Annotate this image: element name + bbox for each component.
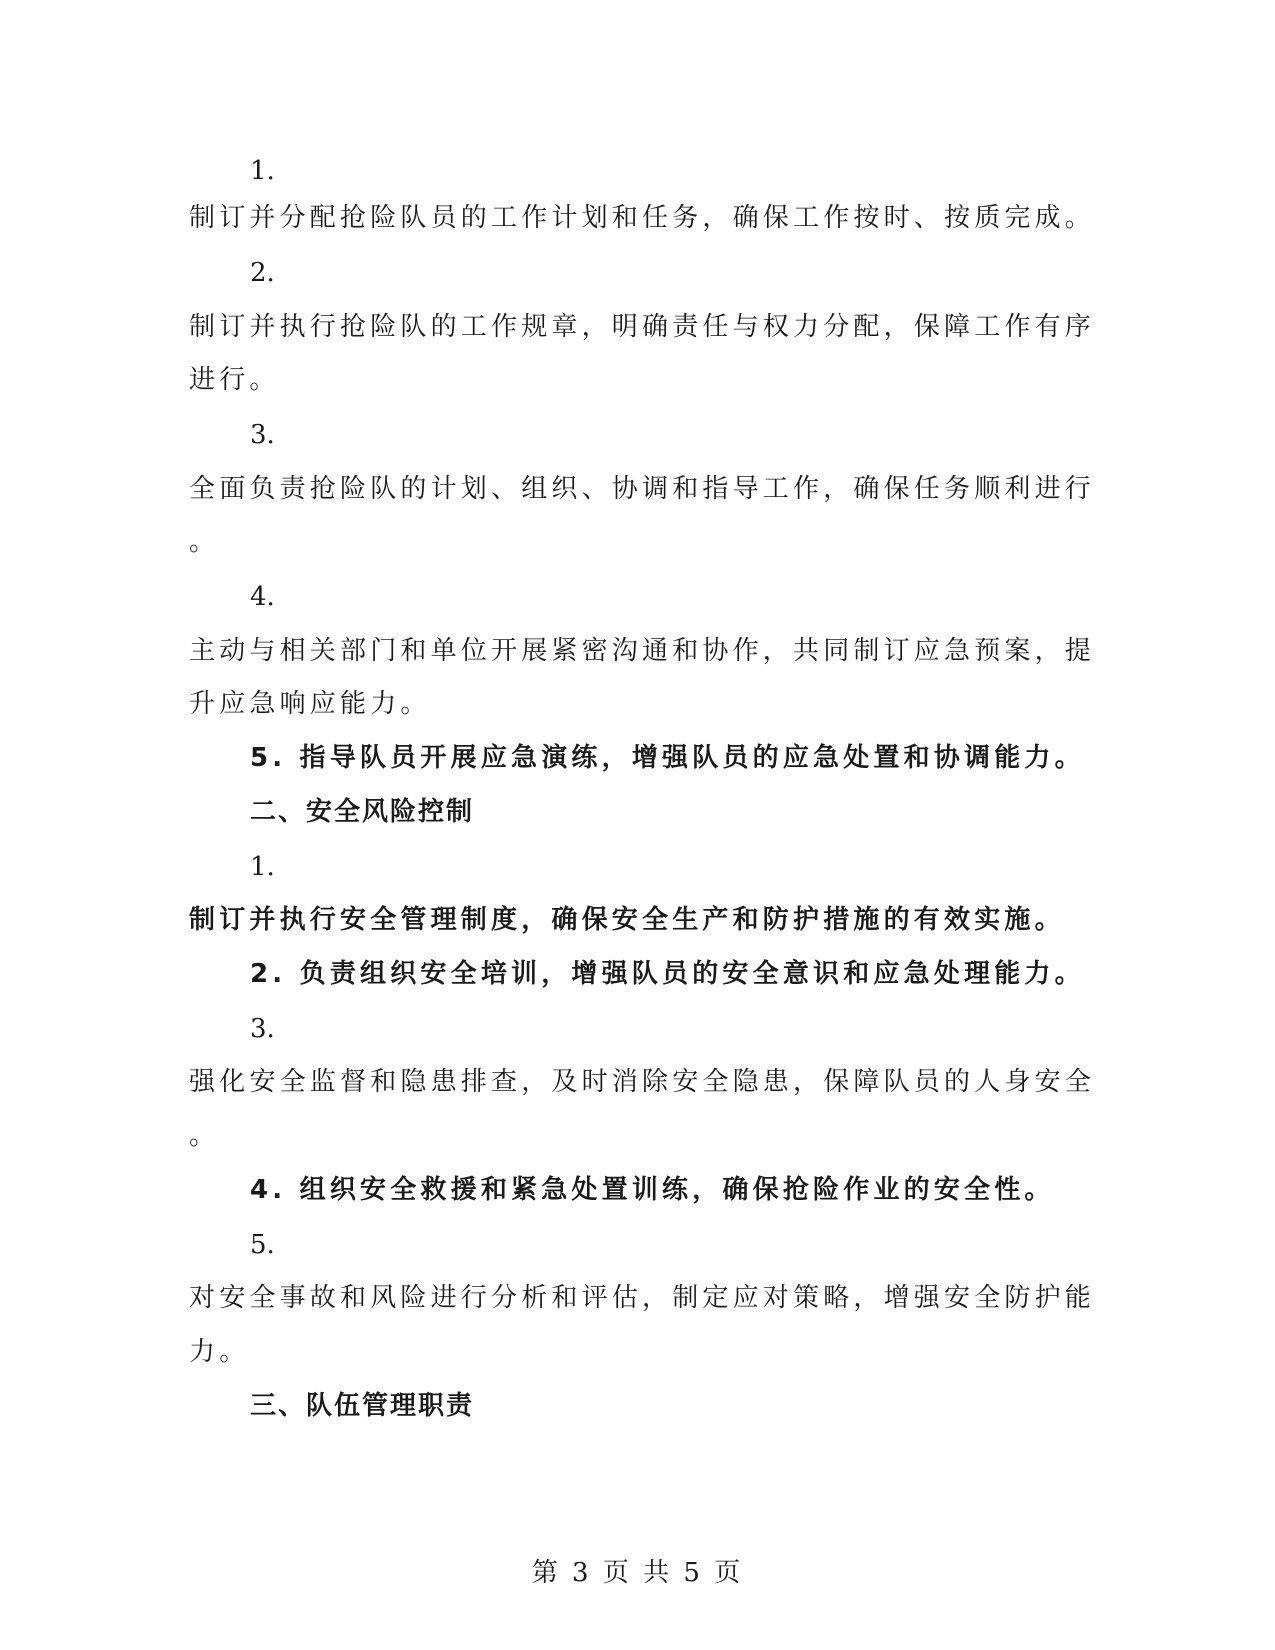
section-heading: 三、队伍管理职责 [250,1391,475,1421]
list-number: 1. [250,852,275,882]
body-text: 强化安全监督和隐患排查，及时消除安全隐患，保障队员的人身安全 [189,1067,1096,1097]
list-number: 2. [250,258,275,288]
list-number: 1. [250,156,275,186]
body-text: 制订并分配抢险队员的工作计划和任务，确保工作按时、按质完成。 [189,203,1096,233]
body-text: 制订并执行抢险队的工作规章，明确责任与权力分配，保障工作有序 [189,312,1096,342]
body-text-bold: 制订并执行安全管理制度，确保安全生产和防护措施的有效实施。 [189,905,1065,935]
body-text: 升应急响应能力。 [189,689,431,719]
list-number: 3. [250,1014,275,1044]
list-item-bold: 5. 指导队员开展应急演练，增强队员的应急处置和协调能力。 [250,743,1085,773]
body-text: 对安全事故和风险进行分析和评估，制定应对策略，增强安全防护能 [189,1283,1096,1313]
page-number: 第 3 页 共 5 页 [531,1558,744,1588]
list-number: 3. [250,420,275,450]
list-number: 5. [250,1230,275,1260]
section-heading: 二、安全风险控制 [250,797,475,827]
body-text: 进行。 [189,365,280,395]
list-number: 4. [250,582,275,612]
body-text: 主动与相关部门和单位开展紧密沟通和协作，共同制订应急预案，提 [189,636,1096,666]
list-item-bold: 2. 负责组织安全培训，增强队员的安全意识和应急处理能力。 [250,959,1085,989]
body-text: 。 [189,1121,220,1151]
list-item-bold: 4. 组织安全救援和紧急处置训练，确保抢险作业的安全性。 [250,1175,1055,1205]
body-text: 全面负责抢险队的计划、组织、协调和指导工作，确保任务顺利进行 [189,474,1096,504]
body-text: 。 [189,527,220,557]
body-text: 力。 [189,1337,250,1367]
